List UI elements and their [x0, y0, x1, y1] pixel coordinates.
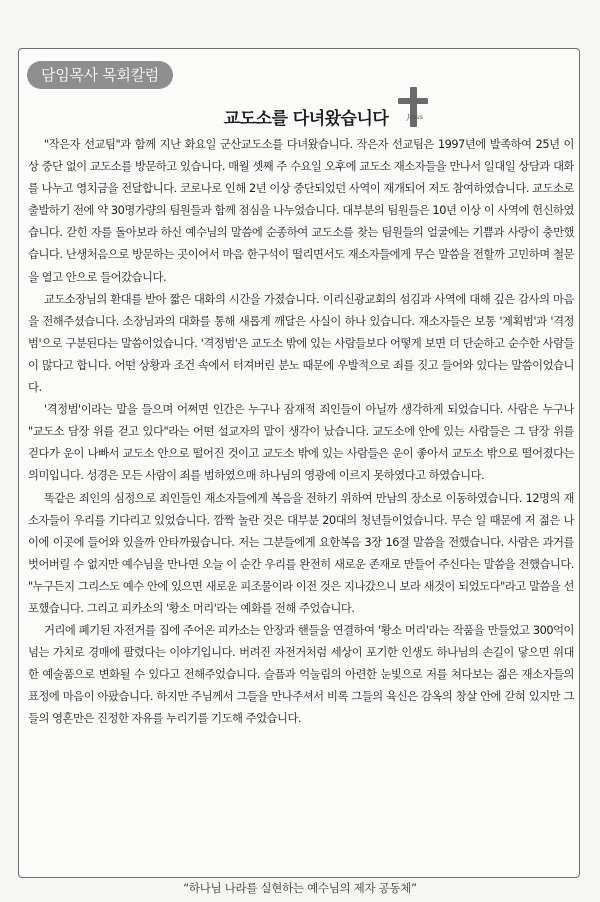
- column-title: 교도소를 다녀왔습니다: [223, 109, 389, 129]
- paragraph: "작은자 선교팀"과 함께 지난 화요일 군산교도소를 다녀왔습니다. 작은자 선교팀은 1997년에 발족하여 25년 이상 중단 없이 교도소를 방문하고 있습니다. 매월 셋째 주 수요일 오후에 교도소 재소자들을 만나서 일대일 상담과 대화를 나누고 영치금을 전달합니다. 코로나로 인해 2년 이상 중단되었던 사역이 재개되어 저도 참여하였습니다. 교도소로 출발하기 전에 약 30명가량의 팀원들과 함께 점심을 나누었습니다. 대부분의 팀원들은 10년 이상 이 사역에 헌신하였습니다. 갇힌 자를 돌아보라 하신 예수님의 말씀에 순종하여 교도소를 찾는 팀원들의 얼굴에는 기쁨과 사랑이 충만했습니다. 난생처음으로 방문하는 곳이어서 마음 한구석이 떨리면서도 재소자들에게 무슨 말씀을 전할까 고민하며 철문을 열고 안으로 들어갔습니다.: [28, 138, 574, 284]
- column-body: [28, 134, 574, 731]
- paragraph: 똑같은 죄인의 심정으로 죄인들인 재소자들에게 복음을 전하기 위하여 만남의 장소로 이동하였습니다. 12명의 재소자들이 우리를 기다리고 있었습니다. 깜짝 놀란 것은 대부분 20대의 청년들이었습니다. 무슨 일 때문에 저 젊은 나이에 이곳에 들어와 있을까 안타까웠습니다. 저는 그분들에게 요한복음 3장 16절 말씀을 전했습니다. 사람은 과거를 벗어버릴 수 없지만 예수님을 만나면 오늘 이 순간 우리를 완전히 새로운 존재로 만들어 주신다는 말씀을 전했습니다. "누구든지 그리스도 예수 안에 있으면 새로운 피조물이라 이전 것은 지나갔으니 보라 새것이 되었도다"라고 말씀을 선포했습니다. 그리고 피카소의 '황소 머리'라는 예화를 전해 주었습니다.: [28, 491, 574, 615]
- cross-logo-caption: Jesus: [407, 114, 423, 121]
- column-category-badge: 담임목사 목회칼럼: [27, 61, 173, 89]
- column-header: [0, 90, 600, 129]
- church-motto: “하나님 나라를 실현하는 예수님의 제자 공동체”: [183, 881, 417, 895]
- paragraph: 거리에 폐기된 자전거를 집에 주어온 피카소는 안장과 핸들을 연결하여 '황소 머리'라는 작품을 만들었고 300억이 넘는 가치로 경매에 팔렸다는 이야기입니다. 버려진 자전거처럼 세상이 포기한 인생도 하나님의 손길이 닿으면 위대한 예술품으로 변화될 수 있다고 전해주었습니다. 슬픔과 억눌림의 아련한 눈빛으로 저를 쳐다보는 젊은 재소자들의 표정에 마음이 아팠습니다. 하지만 주님께서 그들을 만나주셔서 비록 그들의 육신은 감옥의 창살 안에 갇혀 있지만 그들의 영혼만은 진정한 자유를 누리기를 기도해 주었습니다.: [28, 624, 574, 726]
- paragraph: 교도소장님의 환대를 받아 짧은 대화의 시간을 가졌습니다. 이리신광교회의 섬김과 사역에 대해 깊은 감사의 마음을 전해주셨습니다. 소장님과의 대화를 통해 새롭게 깨달은 사실이 하나 있습니다. 재소자들은 보통 '계획범'과 '격정범'으로 구분된다는 말씀이었습니다. '격정범'은 교도소 밖에 있는 사람들보다 어떻게 보면 더 단순하고 순수한 사람들이 많다고 합니다. 어떤 상황과 조건 속에서 터져버린 분노 때문에 우발적으로 죄를 짓고 들어와 있다는 말씀이었습니다.: [28, 292, 574, 395]
- paragraph: '격정범'이라는 말을 들으며 어쩌면 인간은 누구나 잠재적 죄인들이 아닐까 생각하게 되었습니다. 사람은 누구나 "교도소 담장 위를 걷고 있다"라는 어떤 설교자의 말이 생각이 났습니다. 교도소에 안에 있는 사람들은 그 담장 위를 걷다가 운이 나빠서 교도소 안으로 떨어진 것이고 교도소 밖에 있는 사람들은 운이 좋아서 교도소 밖으로 떨어졌다는 의미입니다. 성경은 모든 사람이 죄를 범하였으매 하나님의 영광에 이르지 못하였다고 하였습니다.: [28, 403, 574, 483]
- cross-icon: [398, 87, 432, 131]
